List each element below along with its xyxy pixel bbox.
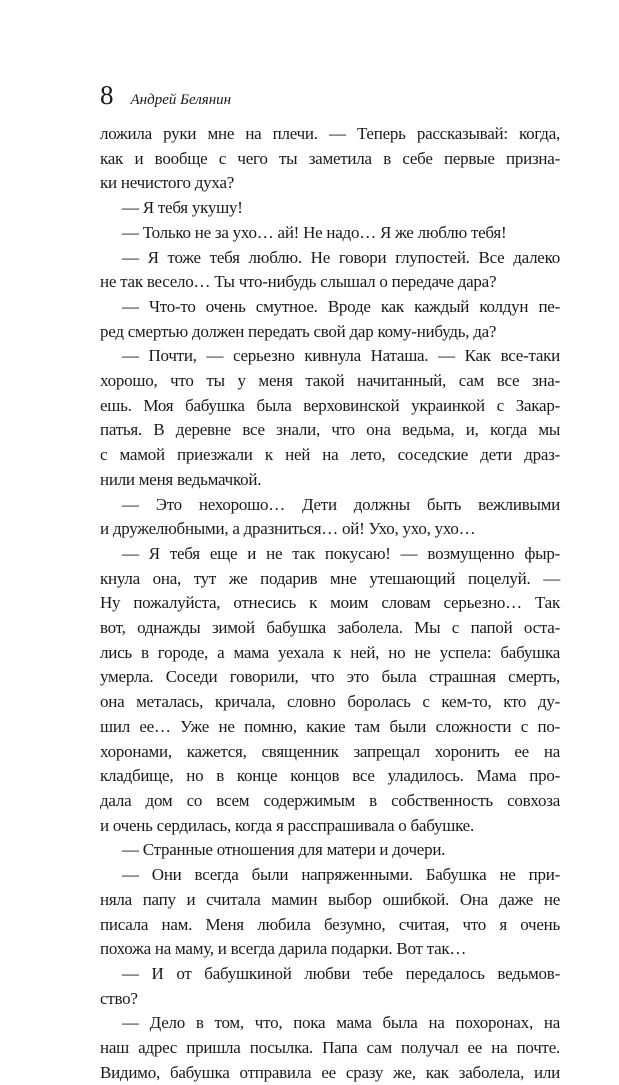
text-line: ки нечистого духа? bbox=[100, 173, 235, 193]
text-line: наш адрес пришла посылка. Папа сам получал ее на почте. bbox=[100, 1038, 560, 1058]
text-line: и очень сердилась, когда я расспрашивала о бабушке. bbox=[100, 815, 474, 835]
text-line: ред смертью должен передать свой дар кому-нибудь, да? bbox=[100, 321, 497, 341]
text-line: — Я тоже тебя люблю. Не говори глупостей. Все далеко bbox=[122, 247, 560, 267]
text-line: вот, однажды зимой бабушка заболела. Мы с папой оста- bbox=[100, 618, 560, 638]
text-line: — Они всегда были напряженными. Бабушка не при- bbox=[122, 865, 560, 885]
text-line: — Только не за ухо… ай! Не надо… Я же люблю тебя! bbox=[122, 222, 507, 242]
text-line: шил ее… Уже не помню, какие там были сложности с по- bbox=[100, 716, 560, 736]
text-line: умерла. Соседи говорили, что это была страшная смерть, bbox=[100, 667, 560, 687]
text-line: Видимо, бабушка отправила ее сразу же, как заболела, или bbox=[100, 1062, 560, 1082]
text-line: хоронами, кажется, священник запрещал хоронить ее на bbox=[100, 741, 560, 761]
text-line: и дружелюбными, а дразниться… ой! Ухо, ухо, ухо… bbox=[100, 519, 476, 539]
text-line: хорошо, что ты у меня такой начитанный, сам все зна- bbox=[100, 371, 560, 391]
page-header bbox=[100, 80, 231, 114]
text-line: патья. В деревне все знали, что она ведьма, и, когда мы bbox=[100, 420, 560, 440]
text-line: ешь. Моя бабушка была верховинской украинкой с Закар- bbox=[100, 395, 560, 415]
text-line: как и вообще с чего ты заметила в себе первые призна- bbox=[100, 148, 560, 168]
text-line: — Почти, — серьезно кивнула Наташа. — Как все-таки bbox=[122, 346, 560, 366]
text-line: — Что-то очень смутное. Вроде как каждый колдун пе- bbox=[122, 296, 560, 316]
text-line: — И от бабушкиной любви тебе передалось ведьмов- bbox=[122, 963, 560, 983]
text-line: с мамой приезжали к ней на лето, соседские дети драз- bbox=[100, 445, 560, 465]
page-number: 8 bbox=[100, 80, 114, 110]
text-line: лись в городе, а мама уехала к ней, но не успела: бабушка bbox=[100, 642, 560, 662]
text-line: Ну пожалуйста, отнесись к моим словам серьезно… Так bbox=[100, 593, 560, 613]
text-line: похожа на маму, и всегда дарила подарки. Вот так… bbox=[100, 939, 467, 959]
text-line: писала нам. Меня любила безумно, считая, что я очень bbox=[100, 914, 560, 934]
body-text bbox=[100, 122, 560, 1085]
text-line: она металась, кричала, словно боролась с кем-то, кто ду- bbox=[100, 692, 560, 712]
text-line: — Дело в том, что, пока мама была на похоронах, на bbox=[122, 1013, 560, 1033]
running-head-author: Андрей Белянин bbox=[130, 92, 232, 108]
text-line: кнула она, тут же подарив мне утешающий поцелуй. — bbox=[100, 568, 560, 588]
text-line: нили меня ведьмачкой. bbox=[100, 469, 262, 489]
text-line: — Я тебя еще и не так покусаю! — возмущенно фыр- bbox=[122, 543, 560, 563]
text-line: — Странные отношения для матери и дочери. bbox=[122, 840, 446, 860]
text-line: кладбище, но в конце концов все уладилось. Мама про- bbox=[100, 766, 560, 786]
text-line: няла папу и считала мамин выбор ошибкой. Она даже не bbox=[100, 889, 560, 909]
text-line: ство? bbox=[100, 988, 138, 1008]
text-line: не так весело… Ты что-нибудь слышал о передаче дара? bbox=[100, 272, 497, 292]
text-line: дала дом со всем содержимым в собственность совхоза bbox=[100, 790, 560, 810]
text-line: — Это нехорошо… Дети должны быть вежливыми bbox=[122, 494, 560, 514]
text-line: — Я тебя укушу! bbox=[122, 198, 243, 218]
text-line: ложила руки мне на плечи. — Теперь рассказывай: когда, bbox=[100, 124, 560, 143]
